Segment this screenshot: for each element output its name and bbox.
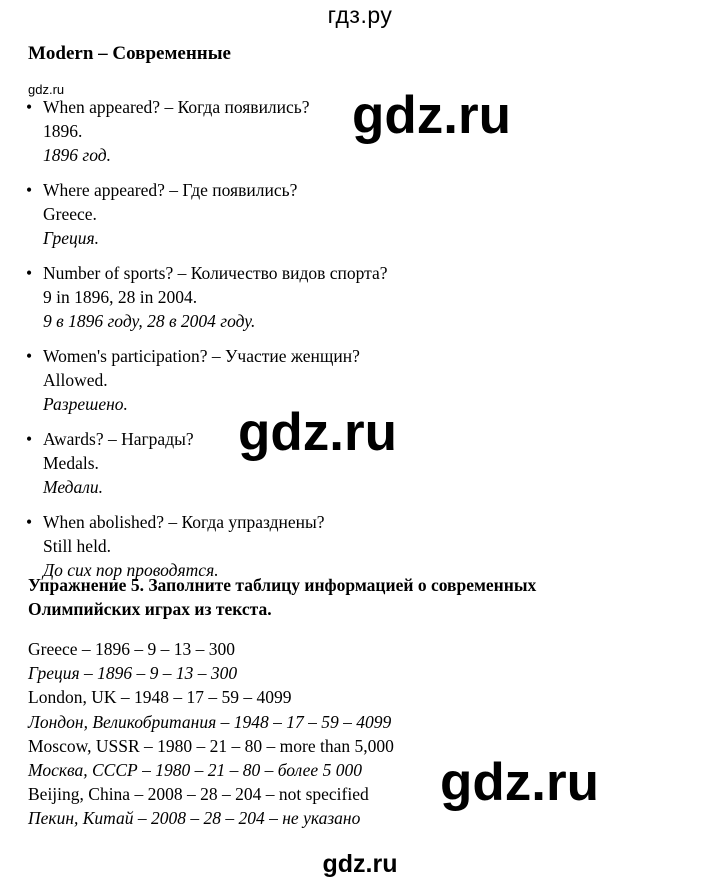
question-text: Women's participation? – Участие женщин? <box>43 346 360 366</box>
header-site-name: гдз.ру <box>327 2 393 28</box>
olympics-table-lines <box>28 637 394 831</box>
question-text: Number of sports? – Количество видов спорта? <box>43 263 388 283</box>
answer-english: Medals. <box>43 453 99 473</box>
list-item <box>24 261 388 333</box>
table-line: Лондон, Великобритания – 1948 – 17 – 59 – 4099 <box>28 711 392 732</box>
bullet-icon: • <box>26 512 33 532</box>
bullet-icon: • <box>26 263 33 283</box>
question-text: When abolished? – Когда упразднены? <box>43 512 325 532</box>
exercise-heading <box>28 573 536 621</box>
answer-russian: Медали. <box>43 477 104 497</box>
question-text: Where appeared? – Где появились? <box>43 180 298 200</box>
table-line: Греция – 1896 – 9 – 13 – 300 <box>28 663 238 684</box>
bullet-icon: • <box>26 97 33 117</box>
table-line: Пекин, Китай – 2008 – 28 – 204 – не указано <box>28 808 361 829</box>
list-item <box>24 95 388 167</box>
bullet-list <box>24 95 388 593</box>
bullet-icon: • <box>26 429 33 449</box>
table-line: Greece – 1896 – 9 – 13 – 300 <box>28 639 236 659</box>
bullet-icon: • <box>26 346 33 366</box>
table-line: Moscow, USSR – 1980 – 21 – 80 – more than 5,000 <box>28 735 394 756</box>
exercise-heading-line-2: Олимпийских играх из текста. <box>28 599 272 619</box>
answer-russian: 1896 год. <box>43 145 111 165</box>
question-text: When appeared? – Когда появились? <box>43 97 310 117</box>
watermark: gdz.ru <box>440 753 599 812</box>
answer-english: Greece. <box>43 204 97 224</box>
watermark: gdz.ru <box>238 403 397 462</box>
footer-site-name: gdz.ru <box>322 850 398 878</box>
small-watermark: gdz.ru <box>28 82 65 97</box>
table-line: Beijing, China – 2008 – 28 – 204 – not specified <box>28 784 369 805</box>
exercise-heading-line-1: Упражнение 5. Заполните таблицу информацией о современных <box>28 575 537 595</box>
answer-english: 9 in 1896, 28 in 2004. <box>43 287 198 307</box>
section-title: Modern – Современные <box>28 43 231 64</box>
answer-russian: Греция. <box>43 228 99 248</box>
table-line: Москва, СССР – 1980 – 21 – 80 – более 5 000 <box>28 760 362 781</box>
answer-russian: Разрешено. <box>43 394 128 414</box>
table-line: London, UK – 1948 – 17 – 59 – 4099 <box>28 687 292 708</box>
answer-russian: 9 в 1896 году, 28 в 2004 году. <box>43 311 256 331</box>
watermark: gdz.ru <box>352 86 511 145</box>
list-item <box>24 510 388 582</box>
answer-russian: До сих пор проводятся. <box>43 560 219 580</box>
bullet-icon: • <box>26 180 33 200</box>
question-text: Awards? – Награды? <box>43 429 194 449</box>
answer-english: 1896. <box>43 121 83 141</box>
answer-english: Allowed. <box>43 370 108 390</box>
answer-english: Still held. <box>43 536 112 556</box>
list-item <box>24 178 388 250</box>
